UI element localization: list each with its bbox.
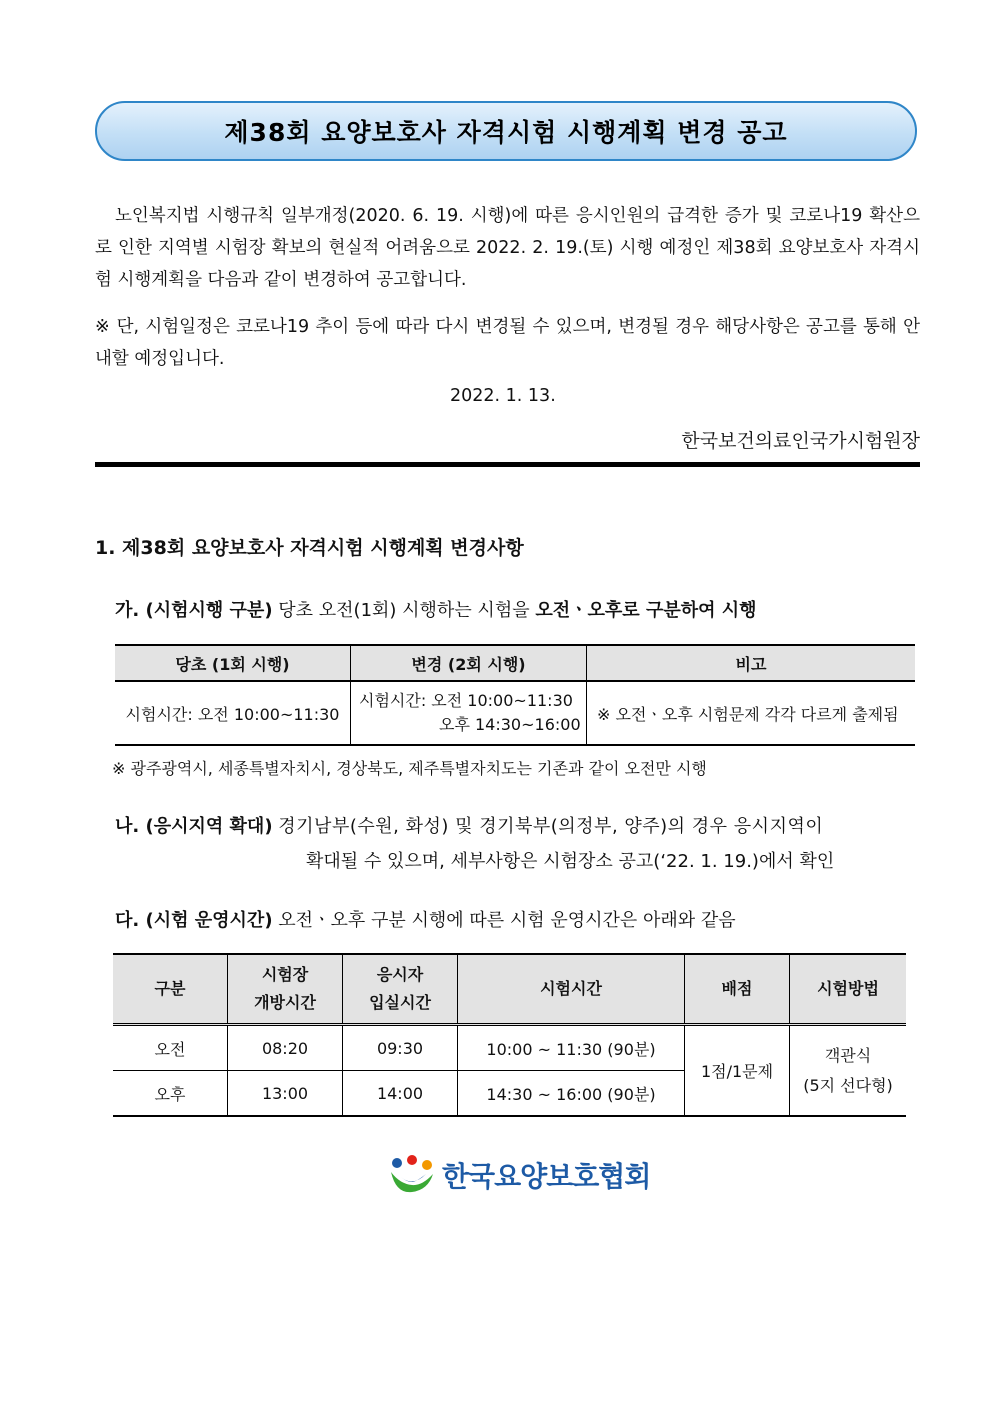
table-header: 시험방법	[790, 954, 907, 1025]
divider	[95, 462, 920, 467]
title-banner	[95, 101, 917, 161]
item-na	[115, 812, 823, 838]
item-da	[115, 906, 736, 932]
session-cell: 오후	[113, 1071, 228, 1117]
table-header: 변경 (2회 시행)	[351, 645, 587, 681]
item-da-text: 오전ㆍ오후 구분 시행에 따른 시험 운영시간은 아래와 같음	[278, 910, 736, 931]
item-na-line2: 확대될 수 있으며, 세부사항은 시험장소 공고(‘22. 1. 19.)에서 확인	[306, 851, 835, 872]
exam-time-cell: 14:30 ~ 16:00 (90분)	[458, 1071, 685, 1117]
open-time-cell: 13:00	[228, 1071, 343, 1117]
schedule-change-table	[115, 644, 915, 746]
table-header: 시험장 개방시간	[228, 954, 343, 1025]
table-header: 응시자 입실시간	[343, 954, 458, 1025]
table-header: 비고	[587, 645, 916, 681]
exam-time-cell: 10:00 ~ 11:30 (90분)	[458, 1025, 685, 1071]
entry-time-cell: 14:00	[343, 1071, 458, 1117]
issuer-name: 한국보건의료인국가시험원장	[681, 430, 920, 452]
open-time-cell: 08:20	[228, 1025, 343, 1071]
table-header: 구분	[113, 954, 228, 1025]
session-cell: 오전	[113, 1025, 228, 1071]
item-da-label: 다. (시험 운영시간)	[115, 910, 273, 931]
changed-time-pm: 오후 14:30~16:00	[439, 715, 581, 734]
notice-date: 2022. 1. 13.	[450, 386, 556, 406]
changed-time-am: 시험시간: 오전 10:00~11:30	[359, 691, 573, 710]
item-ga	[115, 596, 757, 622]
changed-time	[351, 681, 587, 745]
item-ga-label: 가. (시험시행 구분)	[115, 600, 273, 621]
exam-hours-table	[113, 953, 906, 1117]
table-header: 배점	[685, 954, 790, 1025]
remark: ※ 오전ㆍ오후 시험문제 각각 다르게 출제됨	[587, 681, 916, 745]
item-ga-emphasis: 오전ㆍ오후로 구분하여 시행	[535, 600, 757, 621]
section-heading: 1. 제38회 요양보호사 자격시험 시행계획 변경사항	[95, 537, 524, 559]
table-header: 시험시간	[458, 954, 685, 1025]
table-row	[113, 1025, 906, 1071]
entry-time-cell: 09:30	[343, 1025, 458, 1071]
association-name: 한국요양보호협회	[442, 1160, 651, 1193]
table-header: 당초 (1회 시행)	[115, 645, 351, 681]
intro-paragraph: 노인복지법 시행규칙 일부개정(2020. 6. 19. 시행)에 따른 응시인원의 급격한 증가 및 코로나19 확산으로 인한 지역별 시험장 확보의 현실적 어려움으로 2022. 2. 19.(토) 시행 예정인 제38회 요양보호사 자격시험 시행계획을 다음과 같이 변경하여 공고합니다.	[95, 206, 920, 290]
association-logo	[388, 1154, 650, 1196]
association-emblem-icon	[388, 1154, 436, 1196]
intro-notice: ※ 단, 시험일정은 코로나19 추이 등에 따라 다시 변경될 수 있으며, 변경될 경우 해당사항은 공고를 통해 안내할 예정입니다.	[95, 317, 920, 369]
score-cell: 1점/1문제	[685, 1025, 790, 1117]
region-footnote: ※ 광주광역시, 세종특별자치시, 경상북도, 제주특별자치도는 기존과 같이 오전만 시행	[112, 759, 707, 778]
table-row	[115, 681, 915, 745]
item-ga-text: 당초 오전(1회) 시행하는 시험을	[278, 600, 530, 621]
method-cell: 객관식 (5지 선다형)	[790, 1025, 907, 1117]
item-na-label: 나. (응시지역 확대)	[115, 816, 273, 837]
item-na-line1: 경기남부(수원, 화성) 및 경기북부(의정부, 양주)의 경우 응시지역이	[278, 816, 824, 837]
page-title: 제38회 요양보호사 자격시험 시행계획 변경 공고	[224, 118, 788, 147]
original-time: 시험시간: 오전 10:00~11:30	[115, 681, 351, 745]
